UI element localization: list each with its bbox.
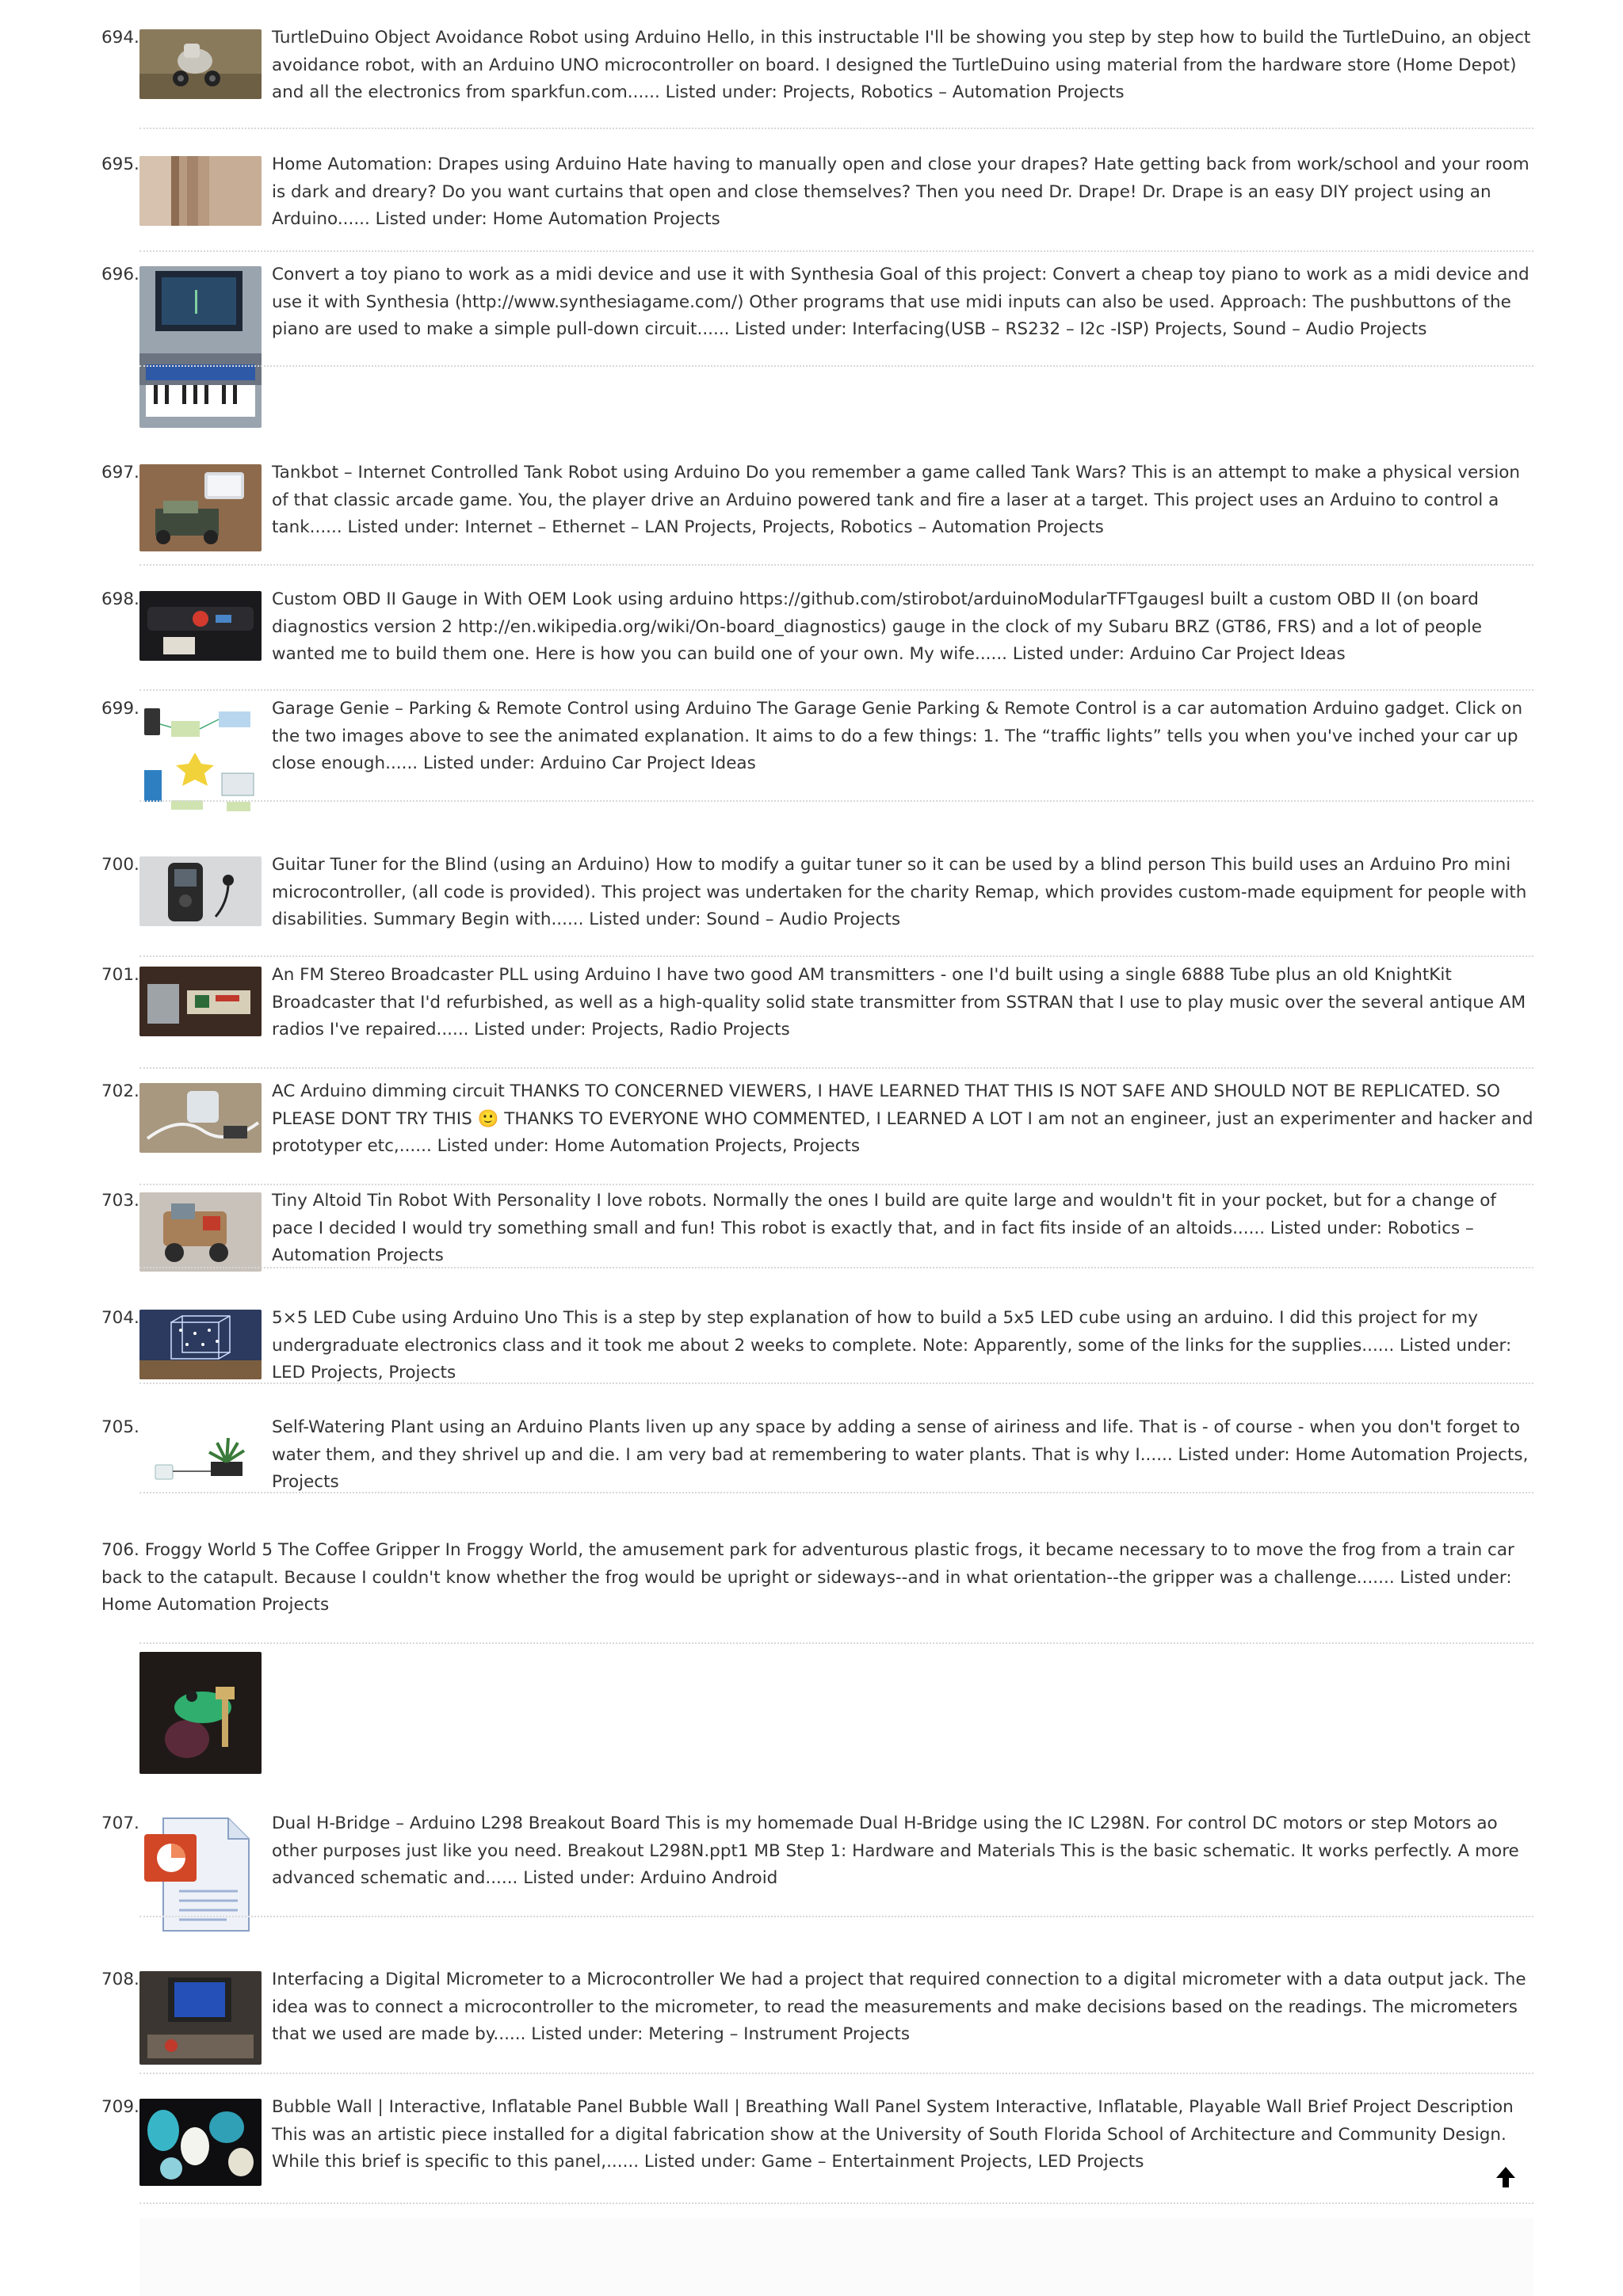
item-number: 698. bbox=[101, 589, 139, 609]
item-link[interactable]: Garage Genie – Parking & Remote Control using Arduino The Garage Genie Parking & Remote Control is a car automation Arduino gadget. Click on the two images above to see the animated explanation. It aims to do a few things: 1. The “traffic lights” tells you when you've inched your car up close enough...... Listed under: Arduino Car Project Ideas bbox=[272, 699, 1523, 773]
item-description bbox=[272, 1078, 1533, 1161]
item-number: 694. bbox=[101, 28, 139, 48]
item-description bbox=[272, 1966, 1533, 2049]
fm-broadcaster-thumbnail[interactable] bbox=[139, 967, 262, 1036]
item-divider bbox=[139, 365, 1533, 367]
led-cube-thumbnail[interactable] bbox=[139, 1310, 262, 1379]
plant-image bbox=[139, 1419, 262, 1489]
item-description bbox=[272, 1810, 1533, 1893]
frog-gripper-image bbox=[139, 1652, 262, 1774]
item-number: 706. bbox=[101, 1540, 139, 1560]
turtle-robot-thumbnail[interactable] bbox=[139, 29, 262, 99]
item-link[interactable]: TurtleDuino Object Avoidance Robot using Arduino Hello, in this instructable I'll be showing you step by step how to build the TurtleDuino, an object avoidance robot, with an Arduino UNO microcontroller on board. I designed the TurtleDuino using material from the hardware store (Home Depot) and all the electronics from sparkfun.com...... Listed under: Projects, Robotics – Automation Projects bbox=[272, 28, 1531, 102]
item-link[interactable]: Froggy World 5 The Coffee Gripper In Froggy World, the amusement park for adventurous plastic frogs, it became necessary to to move the frog from a train car back to the catapult. Because I couldn't know whether the frog would be upright or sideways--and in what orientation--the gripper was a challenge....... Listed under: Home Automation Projects bbox=[101, 1540, 1514, 1615]
item-link[interactable]: Custom OBD II Gauge in With OEM Look using arduino https://github.com/stirobot/arduinoModularTFTgaugesI built a custom OBD II (on board diagnostics version 2 http://en.wikipedia.org/wiki/On-board_diagnostics) gauge in the clock of my Subaru BRZ (GT86, FRS) and a lot of people wanted me to build them one. Here is how you can build one of your own. My wife...... Listed under: Arduino Car Project Ideas bbox=[272, 589, 1482, 664]
item-number: 702. bbox=[101, 1081, 139, 1101]
item-link[interactable]: 5×5 LED Cube using Arduino Uno This is a step by step explanation of how to build a 5x5 LED cube using an arduino. I did this project for my undergraduate electronics class and it took me about 2 weeks to complete. Note: Apparently, some of the links for the supplies...... Listed under: LED Projects, Projects bbox=[272, 1308, 1512, 1383]
item-description bbox=[272, 1188, 1533, 1270]
item-number: 703. bbox=[101, 1191, 139, 1211]
drapes-thumbnail[interactable] bbox=[139, 156, 262, 226]
item-divider bbox=[139, 128, 1533, 129]
micrometer-image bbox=[139, 1971, 262, 2065]
obd-gauge-image bbox=[139, 591, 262, 661]
tankbot-thumbnail[interactable] bbox=[139, 464, 262, 551]
item-link[interactable]: Tankbot – Internet Controlled Tank Robot using Arduino Do you remember a game called Tank Wars? This is an attempt to make a physical version of that classic arcade game. You, the player drive an Arduino powered tank and fire a laser at a target. This project uses an Arduino to control a tank...... Listed under: Internet – Ethernet – LAN Projects, Projects, Robotics – Automation Projects bbox=[272, 463, 1521, 537]
item-number: 700. bbox=[101, 855, 139, 875]
item-number: 708. bbox=[101, 1970, 139, 1989]
item-description bbox=[272, 852, 1533, 934]
drapes-image bbox=[139, 156, 262, 226]
altoid-robot-image bbox=[139, 1192, 262, 1272]
item-link[interactable]: Dual H-Bridge – Arduino L298 Breakout Board This is my homemade Dual H-Bridge using the IC L298N. For control DC motors or step Motors ao other purposes just like you need. Breakout L298N.ppt1 MB Step 1: Hardware and Materials This is the basic schematic. It works perfectly. A more advanced schematic and...... Listed under: Arduino Android bbox=[272, 1814, 1519, 1888]
altoid-robot-thumbnail[interactable] bbox=[139, 1192, 262, 1272]
plant-thumbnail[interactable] bbox=[139, 1419, 262, 1489]
item-number: 707. bbox=[101, 1814, 139, 1833]
guitar-tuner-thumbnail[interactable] bbox=[139, 856, 262, 926]
ac-dimmer-image bbox=[139, 1083, 262, 1153]
item-link[interactable]: Home Automation: Drapes using Arduino Hate having to manually open and close your drapes? Hate getting back from work/school and your room is dark and dreary? Do you want curtains that open and close themselves? Then you need Dr. Drape! Dr. Drape is an easy DIY project using an Arduino...... Listed under: Home Automation Projects bbox=[272, 154, 1529, 229]
item-number: 701. bbox=[101, 965, 139, 985]
led-cube-image bbox=[139, 1310, 262, 1379]
toy-piano-image bbox=[139, 266, 262, 428]
item-link[interactable]: Convert a toy piano to work as a midi device and use it with Synthesia Goal of this project: Convert a cheap toy piano to work as a midi device and use it with Synthesia (http://www.synthesiagame.com/) Other programs that use midi inputs can also be used. Approach: The pushbuttons of the piano are used to make a simple pull-down circuit...... Listed under: Interfacing(USB – RS232 – I2c -ISP) Projects, Sound – Audio Projects bbox=[272, 265, 1529, 339]
item-number: 697. bbox=[101, 463, 139, 482]
item-link[interactable] bbox=[272, 1081, 1533, 1156]
frog-gripper-thumbnail[interactable] bbox=[139, 1652, 262, 1774]
item-number: 695. bbox=[101, 154, 139, 174]
bubble-wall-image bbox=[139, 2099, 262, 2186]
item-divider bbox=[139, 955, 1533, 957]
item-link[interactable]: Self-Watering Plant using an Arduino Plants liven up any space by adding a sense of airiness and life. That is - of course - when you don't forget to water them, and they shrivel up and die. I am very bad at remembering to water plants. That is why I...... Listed under: Home Automation Projects, Projects bbox=[272, 1417, 1529, 1492]
item-description bbox=[101, 1537, 1537, 1619]
smiley-emoji: 🙂 bbox=[477, 1108, 499, 1129]
back-to-top-button[interactable] bbox=[1495, 2165, 1516, 2189]
arrow-up-icon bbox=[1495, 2165, 1516, 2189]
ac-dimmer-thumbnail[interactable] bbox=[139, 1083, 262, 1153]
item-description bbox=[272, 151, 1533, 234]
item-divider bbox=[139, 564, 1533, 566]
tankbot-image bbox=[139, 464, 262, 551]
item-text-part: AC Arduino dimming circuit THANKS TO CONCERNED VIEWERS, I HAVE LEARNED THAT THIS IS NOT SAFE AND SHOULD NOT BE REPLICATED. SO PLEASE DONT TRY THIS bbox=[272, 1081, 1500, 1129]
item-description bbox=[272, 962, 1533, 1044]
item-divider bbox=[139, 1916, 1533, 1917]
item-divider bbox=[139, 2073, 1533, 2074]
micrometer-thumbnail[interactable] bbox=[139, 1971, 262, 2065]
item-divider bbox=[139, 2203, 1533, 2204]
item-description bbox=[272, 2094, 1533, 2176]
fm-broadcaster-image bbox=[139, 967, 262, 1036]
item-description bbox=[272, 460, 1533, 542]
item-divider bbox=[139, 250, 1533, 252]
item-text-part: THANKS TO EVERYONE WHO COMMENTED, I LEARNED A LOT I am not an engineer, just an experimenter and hacker and prototyper etc,...... Listed under: Home Automation Projects, Projects bbox=[272, 1108, 1533, 1156]
item-divider bbox=[139, 1492, 1533, 1493]
item-number: 696. bbox=[101, 265, 139, 284]
item-divider bbox=[139, 1067, 1533, 1069]
item-divider bbox=[139, 1642, 1533, 1644]
item-description bbox=[272, 696, 1533, 778]
toy-piano-thumbnail[interactable] bbox=[139, 266, 262, 428]
item-number: 704. bbox=[101, 1308, 139, 1328]
item-divider bbox=[139, 800, 1533, 802]
turtle-robot-image bbox=[139, 29, 262, 99]
bubble-wall-thumbnail[interactable] bbox=[139, 2099, 262, 2186]
item-description bbox=[272, 1414, 1533, 1497]
obd-gauge-thumbnail[interactable] bbox=[139, 591, 262, 661]
item-number: 709. bbox=[101, 2097, 139, 2117]
item-link[interactable]: Tiny Altoid Tin Robot With Personality I love robots. Normally the ones I build are quite large and wouldn't fit in your pocket, but for a change of pace I decided I would try something small and fun! This robot is exactly that, and in fact fits inside of an altoids...... Listed under: Robotics – Automation Projects bbox=[272, 1191, 1496, 1265]
item-divider bbox=[139, 1184, 1533, 1185]
item-link[interactable]: Guitar Tuner for the Blind (using an Arduino) How to modify a guitar tuner so it can be used by a blind person This build uses an Arduino Pro mini microcontroller, (all code is provided). This project was undertaken for the charity Remap, which provides custom-made equipment for people with disabilities. Summary Begin with...... Listed under: Sound – Audio Projects bbox=[272, 855, 1527, 929]
footer-area bbox=[139, 2218, 1533, 2296]
item-description bbox=[272, 586, 1533, 669]
item-divider bbox=[139, 1383, 1533, 1384]
guitar-tuner-image bbox=[139, 856, 262, 926]
item-link[interactable]: Interfacing a Digital Micrometer to a Microcontroller We had a project that required connection to a digital micrometer with a data output jack. The idea was to connect a microcontroller to the micrometer, to read the measurements and make decisions based on the readings. The micrometers that we used are made by...... Listed under: Metering – Instrument Projects bbox=[272, 1970, 1526, 2044]
item-description bbox=[272, 1305, 1533, 1387]
item-description bbox=[272, 25, 1533, 107]
item-number: 705. bbox=[101, 1417, 139, 1437]
item-description bbox=[272, 261, 1533, 344]
item-number: 699. bbox=[101, 699, 139, 719]
item-link[interactable]: Bubble Wall | Interactive, Inflatable Panel Bubble Wall | Breathing Wall Panel System Interactive, Inflatable, Playable Wall Brief Project Description This was an artistic piece installed for a digital fabrication show at the University of South Florida School of Architecture and Community Design. While this brief is specific to this panel,...... Listed under: Game – Entertainment Projects, LED Projects bbox=[272, 2097, 1514, 2172]
item-link[interactable]: An FM Stereo Broadcaster PLL using Arduino I have two good AM transmitters - one I'd built using a single 6888 Tube plus an old KnightKit Broadcaster that I'd refurbished, as well as a high-quality solid state transmitter from SSTRAN that I use to play music over the several antique AM radios I've repaired...... Listed under: Projects, Radio Projects bbox=[272, 965, 1526, 1039]
item-divider bbox=[139, 1267, 1533, 1268]
item-divider bbox=[139, 689, 1533, 691]
